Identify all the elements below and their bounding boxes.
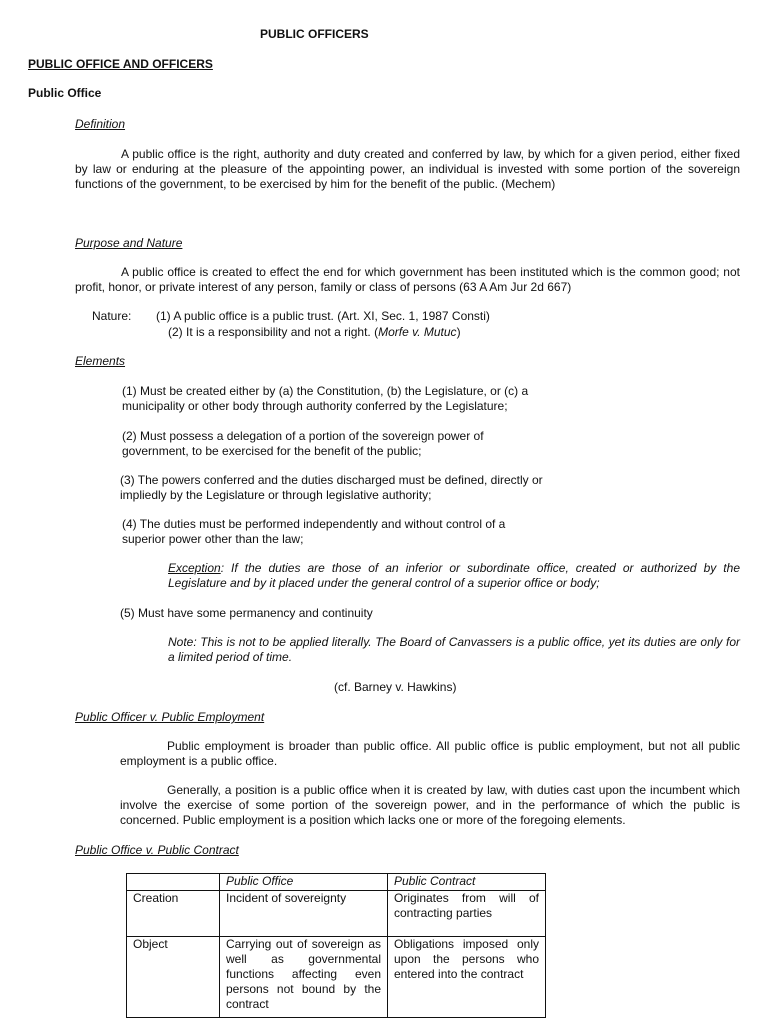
table-cell: Originates from will of contracting parties	[388, 891, 546, 937]
table-cell: Carrying out of sovereign as well as governmental functions affecting even persons not bound by the contract	[220, 937, 388, 1018]
document-title: PUBLIC OFFICERS	[260, 27, 369, 41]
exception-note: Exception: If the duties are those of an inferior or subordinate office, created or authorized by the Legislature and by it placed under the general control of a superior office or body;	[168, 561, 740, 590]
employment-paragraph-1: Public employment is broader than public office. All public office is public employment, but not all public employment is a public office.	[120, 739, 740, 768]
purpose-paragraph: A public office is created to effect the end for which government has been instituted which is the common good; not profit, honor, or private interest of any person, family or class of persons (63 A Am Jur 2d 667)	[75, 265, 740, 294]
cf-citation: (cf. Barney v. Hawkins)	[334, 680, 457, 694]
subsection-heading: Public Office	[28, 86, 102, 100]
contract-heading: Public Office v. Public Contract	[75, 843, 239, 857]
table-cell: Incident of sovereignty	[220, 891, 388, 937]
table-header-row	[127, 874, 546, 891]
definition-heading: Definition	[75, 117, 126, 131]
element-1: (1) Must be created either by (a) the Constitution, (b) the Legislature, or (c) a municipality or other body through authority conferred by the Legislature;	[122, 384, 529, 413]
purpose-heading: Purpose and Nature	[75, 236, 183, 250]
element-4: (4) The duties must be performed independently and without control of a superior power other than the law;	[122, 517, 506, 546]
case-citation: Morfe v. Mutuc	[378, 325, 457, 339]
comparison-table	[126, 873, 546, 1018]
element-5: (5) Must have some permanency and continuity	[120, 606, 373, 620]
element-3: (3) The powers conferred and the duties discharged must be defined, directly or impliedly by the Legislature or through legislative authority;	[120, 473, 543, 502]
nature-item-2: (2) It is a responsibility and not a right. (Morfe v. Mutuc)	[168, 325, 461, 339]
table-header-cell: Public Office	[220, 874, 388, 891]
element-2: (2) Must possess a delegation of a portion of the sovereign power of government, to be exercised for the benefit of the public;	[122, 429, 484, 458]
canvassers-note: Note: This is not to be applied literally. The Board of Canvassers is a public office, yet its duties are only for a limited period of time.	[168, 635, 740, 664]
table-cell: Creation	[127, 891, 220, 937]
nature-label: Nature:	[92, 309, 132, 323]
table-row	[127, 891, 546, 937]
table-header-cell: Public Contract	[388, 874, 546, 891]
definition-paragraph: A public office is the right, authority and duty created and conferred by law, by which for a given period, either fixed by law or enduring at the pleasure of the appointing power, an individual is invested with some portion of the sovereign functions of the government, to be exercised by him for the benefit of the public. (Mechem)	[75, 147, 740, 191]
nature-item-1: (1) A public office is a public trust. (Art. XI, Sec. 1, 1987 Consti)	[156, 309, 490, 323]
employment-paragraph-2: Generally, a position is a public office when it is created by law, with duties cast upon the incumbent which involve the exercise of some portion of the sovereign power, and in the performance of which the public is concerned. Public employment is a position which lacks one or more of the foregoing elements.	[120, 783, 740, 827]
table-header-cell	[127, 874, 220, 891]
table-cell: Obligations imposed only upon the persons who entered into the contract	[388, 937, 546, 1018]
table-row	[127, 937, 546, 1018]
table-cell: Object	[127, 937, 220, 1018]
section-heading: PUBLIC OFFICE AND OFFICERS	[28, 57, 213, 71]
employment-heading: Public Officer v. Public Employment	[75, 710, 265, 724]
elements-heading: Elements	[75, 354, 126, 368]
